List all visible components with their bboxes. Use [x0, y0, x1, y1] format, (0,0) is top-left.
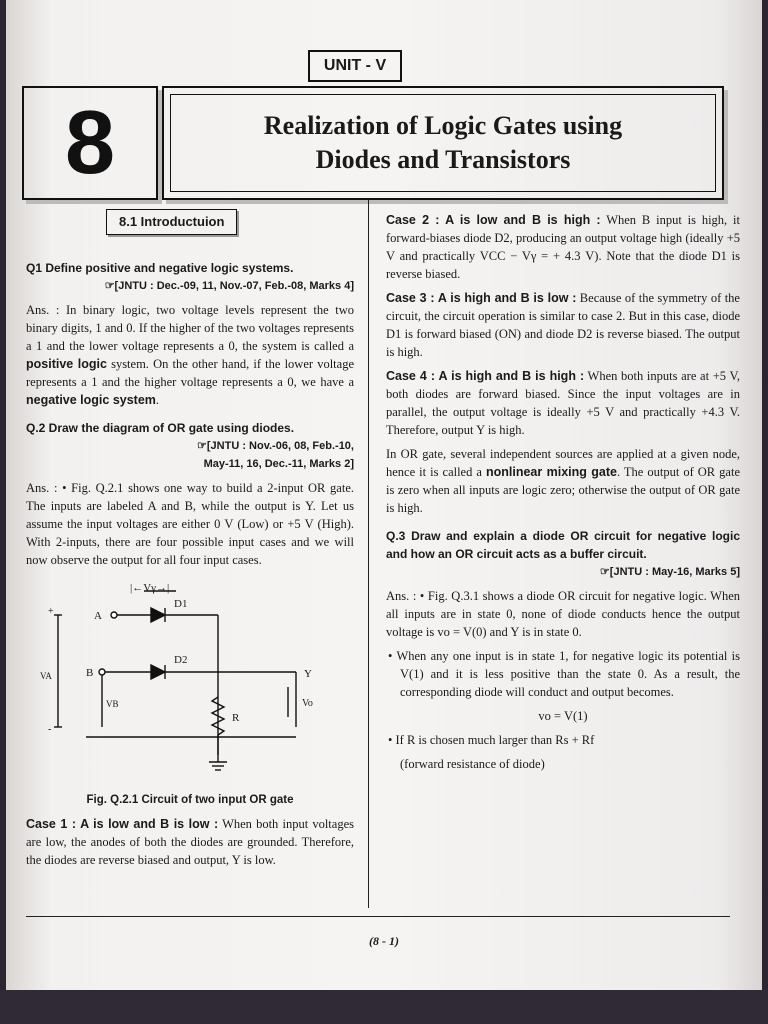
q3-bullet-1: • When any one input is in state 1, for negative logic its potential is V(1) and it is less positive than the state 0. As a result, the corresponding diode will conduct and output becomes. — [388, 649, 740, 699]
va-label: VA — [40, 671, 52, 681]
chapter-title-line1: Realization of Logic Gates using — [263, 111, 623, 140]
chapter-title-line2: Diodes and Transistors — [315, 145, 571, 174]
q3-bullet-2: • If R is chosen much larger than Rs + Rf — [388, 733, 595, 747]
va-plus: + — [48, 606, 54, 617]
q2-reference-2: May-11, 16, Dec.-11, Marks 2] — [203, 458, 354, 470]
d1-label: D1 — [174, 598, 188, 610]
vo-label: Vo — [302, 698, 313, 709]
chapter-number: 8 — [64, 93, 116, 193]
background-surface — [0, 990, 768, 1024]
book-page — [6, 0, 762, 990]
chapter-title — [170, 94, 716, 192]
b-label: B — [86, 667, 94, 679]
q2-reference-1: ☞[JNTU : Nov.-06, 08, Feb.-10, — [197, 440, 354, 452]
case1-text: Case 1 : A is low and B is low : When both input voltages are low, the anodes of both the diodes are grounded. Therefore, the diodes are reverse biased and output, Y is low. — [26, 817, 354, 867]
q3-bullet-2-cont: (forward resistance of diode) — [400, 757, 545, 771]
q1-answer: Ans. : In binary logic, two voltage levels represent the two binary digits, 1 and 0. If the higher of the two voltages represents a 1 and the lower voltage represents a 0, the system is called a positive logic system. On the other hand, if the lower voltage represents a 1 and the higher voltage represents a 0, we have a negative logic system. — [26, 303, 354, 407]
vgamma-label: |←Vγ→| — [130, 582, 170, 594]
q2-answer: Ans. : • Fig. Q.2.1 shows one way to build a 2-input OR gate. The inputs are labeled A and B, while the output is Y. Let us assume the input voltages are either 0 V (Low) or +5 V (High). With 2-inputs, there are four possible input cases and we will now observe the output for all four input cases. — [26, 481, 354, 567]
r-label: R — [232, 712, 240, 724]
left-column — [26, 205, 354, 875]
a-label: A — [94, 610, 102, 622]
right-column — [386, 205, 740, 773]
q1-reference: ☞[JNTU : Dec.-09, 11, Nov.-07, Feb.-08, Marks 4] — [104, 280, 354, 292]
case3-text: Case 3 : A is high and B is low : Because of the symmetry of the circuit, the circuit operation is similar to case 2. But in this case, diode D1 is forward biased (ON) and diode D2 is reverse biased. The output is high. — [386, 291, 740, 359]
figure-caption: Fig. Q.2.1 Circuit of two input OR gate — [86, 794, 294, 806]
or-gate-circuit-diagram — [26, 577, 354, 787]
footer-rule — [26, 916, 730, 917]
case2-text: Case 2 : A is low and B is high : When B input is high, it forward-biases diode D2, producing an output voltage high (ideally +5 V and practically VCC − Vγ = + 4.3 V). Note that the diode D1 is reverse biased. — [386, 213, 740, 281]
q3-answer: Ans. : • Fig. Q.3.1 shows a diode OR circuit for negative logic. When all inputs are in state 0, none of diode conducts hence the output voltage is vo = V(0) and Y is in state 0. — [386, 589, 740, 639]
y-label: Y — [304, 668, 312, 680]
q3-question: Q.3 Draw and explain a diode OR circuit for negative logic and how an OR circuit acts as a buffer circuit. — [386, 529, 740, 561]
page-number: (8 - 1) — [369, 934, 399, 948]
or-gate-paragraph: In OR gate, several independent sources are applied at a given node, hence it is called a nonlinear mixing gate. The output of OR gate is zero when all inputs are logic zero; otherwise the output of OR gate is high. — [386, 447, 740, 515]
q3-reference: ☞[JNTU : May-16, Marks 5] — [599, 566, 740, 578]
q2-question: Q.2 Draw the diagram of OR gate using diodes. — [26, 421, 295, 435]
section-heading: 8.1 Introductuion — [106, 209, 237, 235]
unit-label: UNIT - V — [308, 50, 402, 82]
chapter-title-box — [162, 86, 724, 200]
q1-question: Q1 Define positive and negative logic systems. — [26, 261, 294, 275]
d2-label: D2 — [174, 654, 188, 666]
case4-text: Case 4 : A is high and B is high : When both inputs are at +5 V, both diodes are forward biased. Since the input voltages are in parallel, the output voltage is ideally +5 V and practically +4.3 V. Therefore, output Y is high. — [386, 369, 740, 437]
q3-equation: vo = V(1) — [538, 709, 588, 723]
column-divider — [368, 200, 369, 908]
vb-label: VB — [106, 699, 119, 709]
va-minus: - — [48, 724, 52, 735]
chapter-number-box — [22, 86, 158, 200]
